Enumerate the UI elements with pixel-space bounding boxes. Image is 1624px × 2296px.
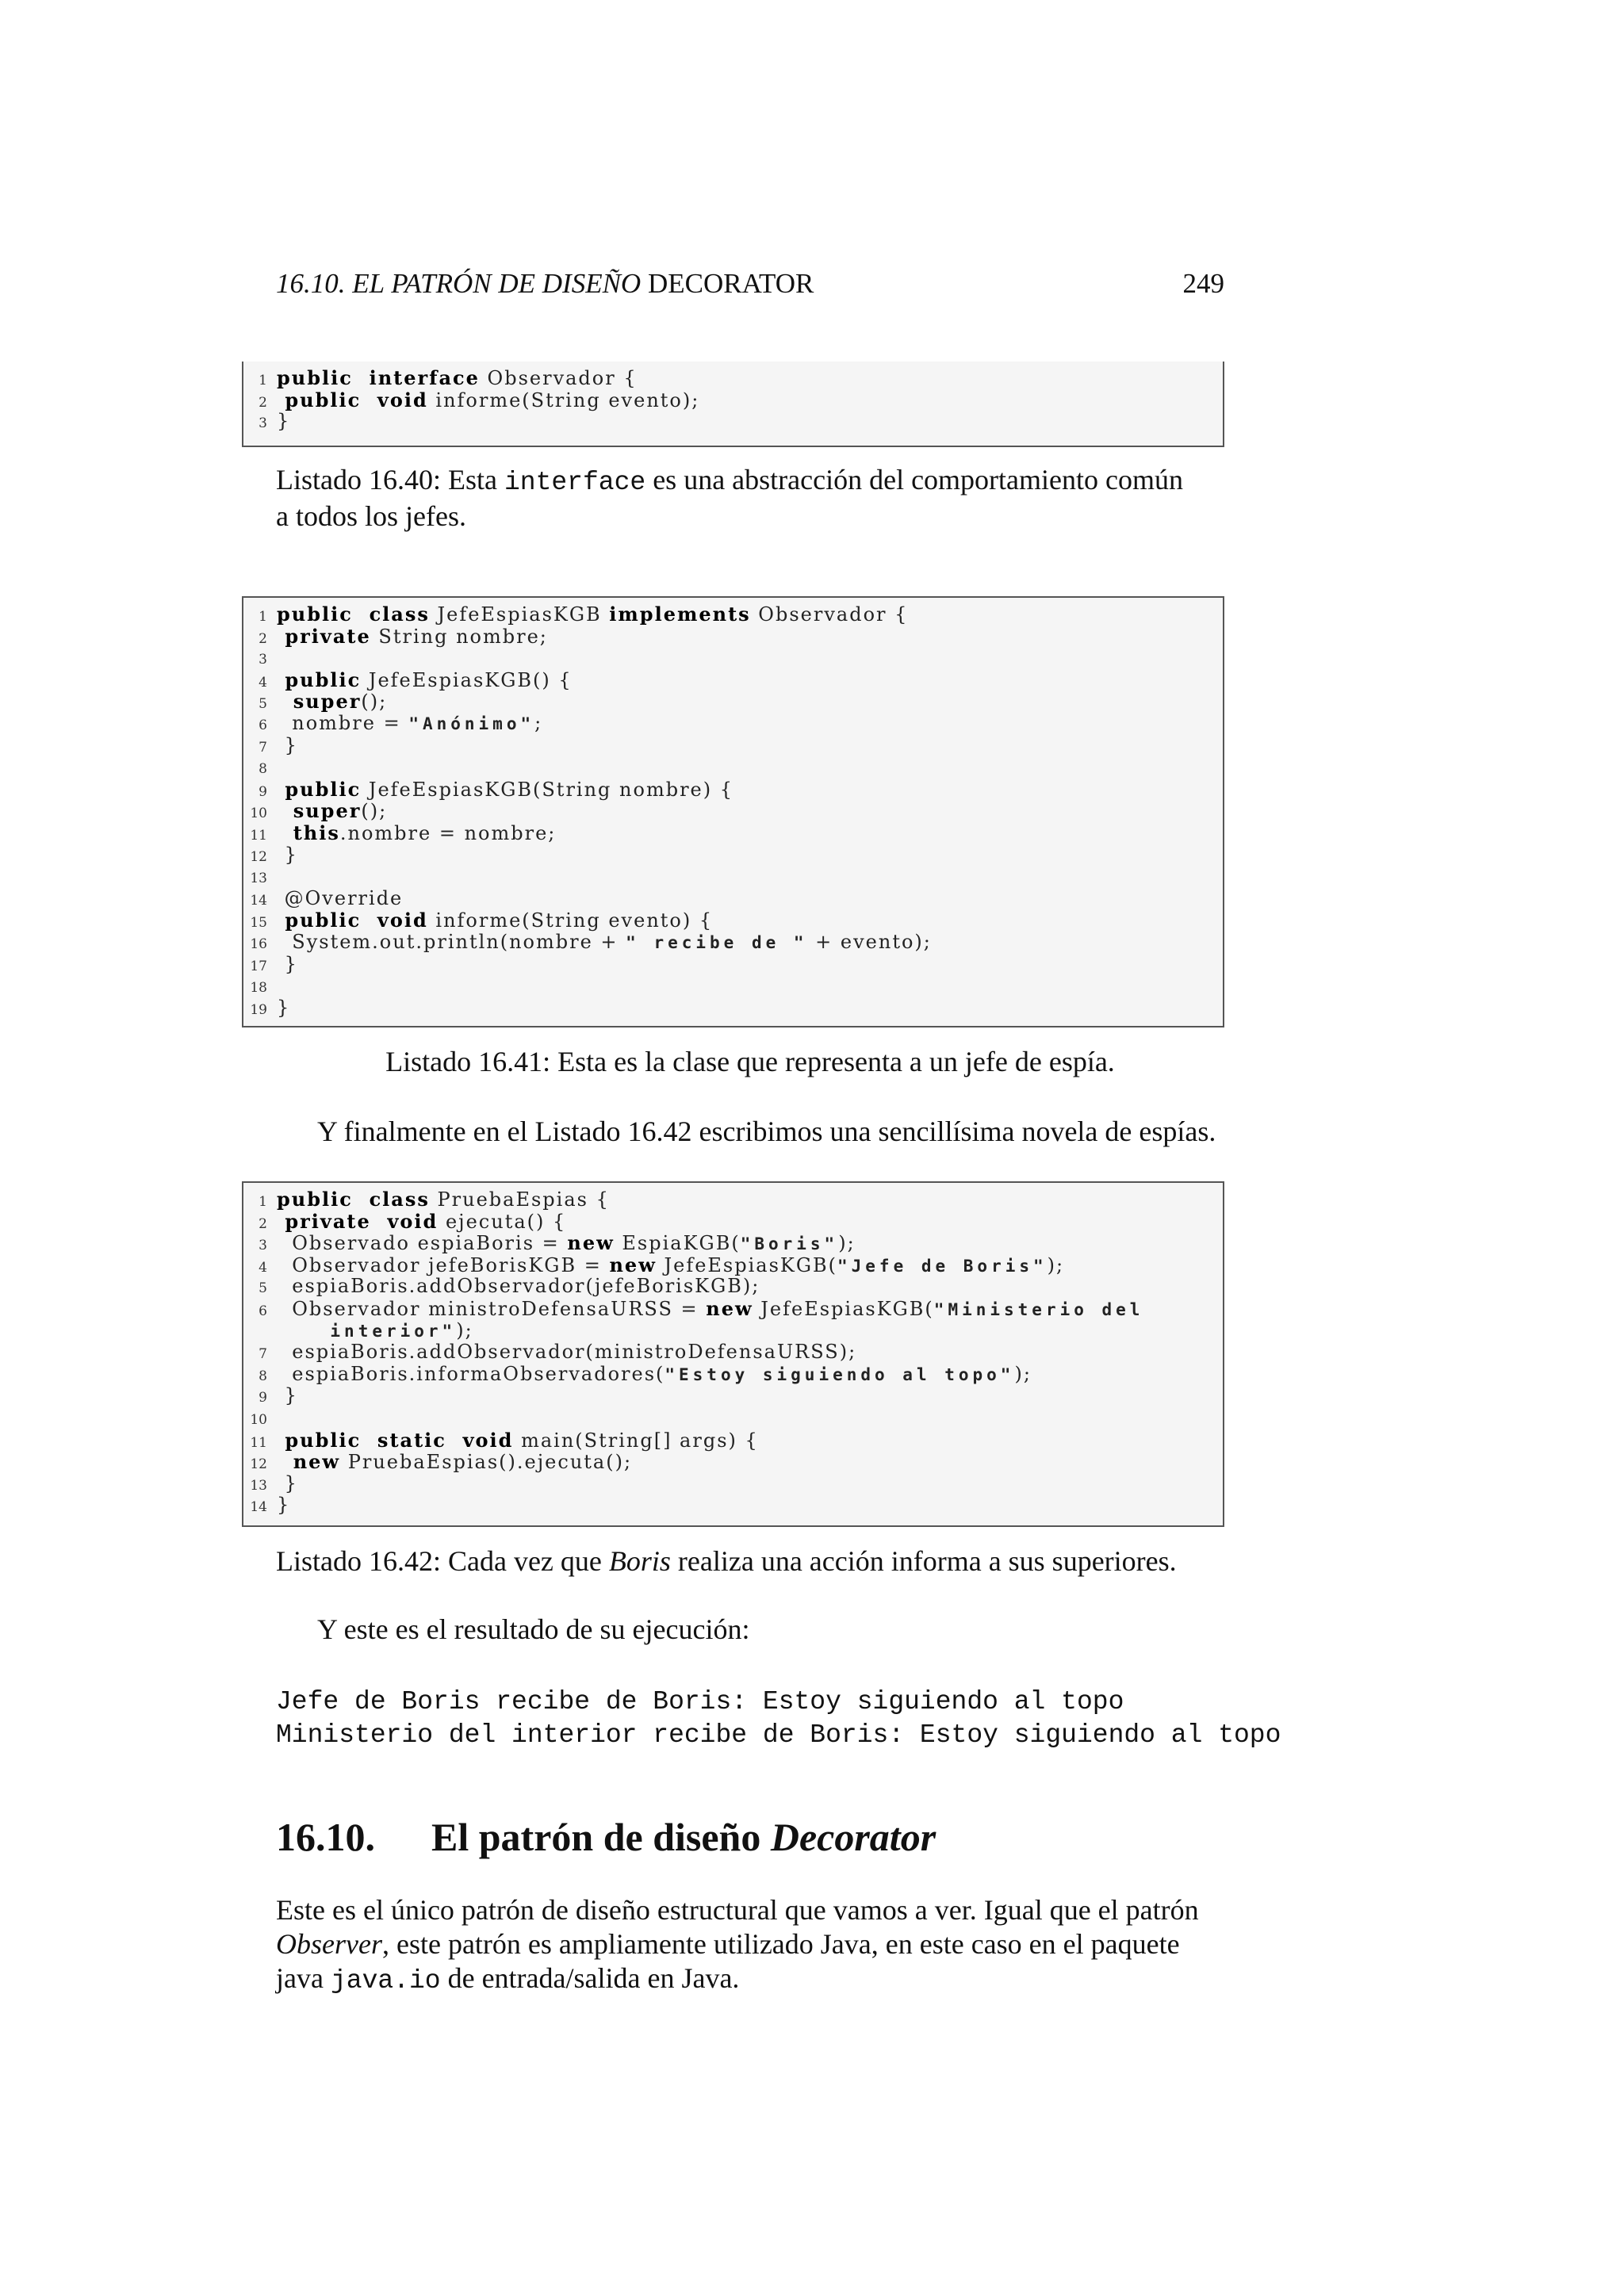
code-text: String nombre; bbox=[370, 625, 548, 648]
code-keyword: this bbox=[277, 821, 340, 844]
line-number: 17 bbox=[250, 958, 267, 974]
code-line bbox=[243, 1450, 632, 1472]
code-keyword: public bbox=[277, 668, 362, 691]
caption-listing-16-40: Listado 16.40: Esta interface es una abstracción del comportamiento común a todos los jefes. bbox=[276, 464, 1183, 532]
code-listing-16-41 bbox=[242, 596, 1224, 1027]
code-text: informe(String evento); bbox=[427, 388, 700, 411]
code-text: PruebaEspias().ejecuta(); bbox=[340, 1451, 633, 1474]
line-number: 15 bbox=[250, 915, 267, 932]
code-line bbox=[243, 909, 713, 931]
code-string: "Jefe de Boris" bbox=[837, 1256, 1048, 1276]
code-text: JefeEspiasKGB() { bbox=[361, 668, 573, 691]
code-line bbox=[243, 1297, 1143, 1319]
code-text: (); bbox=[361, 691, 388, 714]
code-text: } bbox=[277, 952, 298, 975]
code-string: "Ministerio del bbox=[933, 1300, 1144, 1319]
line-number: 4 bbox=[259, 674, 267, 691]
line-number: 2 bbox=[259, 630, 267, 647]
code-line bbox=[243, 778, 733, 800]
code-line bbox=[243, 997, 290, 1019]
code-line bbox=[243, 821, 556, 844]
code-keyword: new bbox=[567, 1231, 615, 1255]
line-number: 12 bbox=[250, 1456, 267, 1473]
section-number: 16.10. bbox=[276, 1815, 375, 1859]
line-number: 7 bbox=[259, 1346, 267, 1363]
code-text: nombre = bbox=[277, 712, 409, 734]
code-string: interior" bbox=[330, 1321, 457, 1341]
code-text: Observador { bbox=[479, 367, 638, 389]
code-text: espiaBoris.informaObservadores( bbox=[277, 1362, 665, 1385]
code-text: } bbox=[277, 1494, 291, 1517]
code-line bbox=[243, 887, 403, 909]
line-number: 13 bbox=[250, 871, 267, 887]
code-keyword: new bbox=[609, 1253, 657, 1276]
code-text: ejecuta() { bbox=[438, 1210, 567, 1233]
code-line bbox=[243, 668, 573, 691]
code-line bbox=[243, 1275, 760, 1297]
line-number: 14 bbox=[250, 1499, 267, 1516]
section-title-italic: Decorator bbox=[770, 1815, 936, 1859]
line-number: 3 bbox=[259, 1238, 267, 1254]
code-line bbox=[243, 712, 542, 734]
code-keyword: new bbox=[706, 1297, 753, 1320]
code-keyword: public interface bbox=[277, 366, 480, 389]
line-number: 9 bbox=[259, 783, 267, 800]
code-text: (); bbox=[361, 800, 388, 823]
running-head-title: 16.10. EL PATRÓN DE DISEÑO DECORATOR bbox=[276, 268, 814, 299]
code-string: "Anónimo" bbox=[408, 714, 535, 733]
code-line bbox=[243, 1188, 610, 1210]
code-text: } bbox=[277, 410, 291, 432]
code-keyword: public void bbox=[277, 388, 428, 411]
caption-listing-16-41: Listado 16.41: Esta es la clase que representa a un jefe de espía. bbox=[385, 1046, 1115, 1077]
line-number: 8 bbox=[259, 761, 267, 778]
code-text: System.out.println(nombre + bbox=[277, 931, 626, 953]
line-number: 18 bbox=[250, 980, 267, 997]
line-number: 7 bbox=[259, 739, 267, 756]
code-text: ); bbox=[1047, 1253, 1065, 1276]
code-text: } bbox=[277, 996, 291, 1019]
line-number: 9 bbox=[259, 1390, 267, 1406]
code-line bbox=[243, 410, 290, 432]
code-line bbox=[243, 625, 548, 647]
code-keyword: public bbox=[277, 777, 362, 801]
code-text: } bbox=[277, 1384, 298, 1407]
line-number: 3 bbox=[259, 652, 267, 668]
code-line bbox=[243, 646, 277, 668]
code-text: ); bbox=[456, 1318, 473, 1341]
line-number: 5 bbox=[259, 696, 267, 713]
code-text: Observador { bbox=[750, 603, 909, 626]
running-head bbox=[276, 268, 1224, 304]
code-text: main(String[] args) { bbox=[513, 1429, 759, 1452]
code-line bbox=[243, 844, 298, 866]
code-text: } bbox=[277, 733, 298, 756]
code-line bbox=[243, 388, 699, 411]
code-keyword: implements bbox=[609, 603, 751, 626]
code-text bbox=[277, 1319, 330, 1341]
code-line bbox=[243, 974, 277, 997]
code-text: + evento); bbox=[807, 931, 932, 953]
code-line bbox=[243, 1494, 290, 1516]
code-listing-16-40 bbox=[242, 362, 1224, 447]
code-text: } bbox=[277, 1471, 298, 1494]
section-heading bbox=[276, 1814, 936, 1860]
code-line bbox=[243, 799, 387, 821]
code-line bbox=[243, 1231, 856, 1253]
line-number: 2 bbox=[259, 394, 267, 411]
code-line bbox=[243, 1210, 566, 1232]
code-text: PruebaEspias { bbox=[429, 1188, 610, 1211]
code-line bbox=[243, 953, 298, 975]
line-number: 11 bbox=[250, 828, 267, 844]
code-text: Observado espiaBoris = bbox=[277, 1232, 568, 1255]
page-number: 249 bbox=[1182, 268, 1224, 299]
code-keyword: public void bbox=[277, 909, 428, 932]
code-keyword: public class bbox=[277, 1188, 430, 1211]
code-text: ); bbox=[1014, 1362, 1032, 1385]
code-text: espiaBoris.addObservador(ministroDefensaURSS); bbox=[277, 1341, 857, 1364]
caption-listing-16-42: Listado 16.42: Cada vez que Boris realiza una acción informa a sus superiores. bbox=[276, 1545, 1177, 1577]
code-listing-16-42 bbox=[242, 1181, 1224, 1527]
line-number: 10 bbox=[250, 806, 267, 822]
code-line bbox=[243, 1472, 298, 1494]
code-line bbox=[243, 1253, 1064, 1276]
section-body-paragraph: Este es el único patrón de diseño estructural que vamos a ver. Igual que el patrón Observer, este patrón es ampliamente utilizado Java, en este caso en el paquete java java.io de entrada/salida en Java. bbox=[276, 1894, 1199, 1996]
code-line bbox=[243, 734, 298, 756]
line-number: 2 bbox=[259, 1215, 267, 1232]
code-text: JefeEspiasKGB( bbox=[753, 1298, 934, 1320]
line-number: 1 bbox=[259, 609, 267, 625]
code-line bbox=[243, 1363, 1032, 1385]
code-line bbox=[243, 1384, 298, 1406]
code-text: ); bbox=[838, 1232, 856, 1255]
code-text: JefeEspiasKGB( bbox=[656, 1253, 837, 1276]
line-number: 12 bbox=[250, 848, 267, 865]
code-text: EspiaKGB( bbox=[614, 1232, 741, 1255]
code-string: "Boris" bbox=[740, 1234, 839, 1254]
code-keyword: super bbox=[277, 690, 362, 714]
code-string: " recibe de " bbox=[626, 933, 808, 952]
line-number: 6 bbox=[259, 1303, 267, 1319]
code-text: espiaBoris.addObservador(jefeBorisKGB); bbox=[277, 1275, 760, 1298]
code-line bbox=[243, 865, 277, 887]
line-number: 3 bbox=[259, 415, 267, 431]
code-line bbox=[243, 1406, 277, 1429]
code-text: Observador ministroDefensaURSS = bbox=[277, 1298, 707, 1320]
line-number: 13 bbox=[250, 1477, 267, 1494]
code-keyword: public class bbox=[277, 603, 430, 626]
code-text: informe(String evento) { bbox=[427, 909, 714, 932]
code-keyword: public static void bbox=[277, 1428, 514, 1452]
section-title: El patrón de diseño bbox=[431, 1815, 771, 1859]
line-number: 14 bbox=[250, 892, 267, 909]
code-keyword: private void bbox=[277, 1209, 439, 1233]
code-keyword: private bbox=[277, 624, 371, 648]
code-text: Observador jefeBorisKGB = bbox=[277, 1253, 610, 1276]
line-number: 19 bbox=[250, 1001, 267, 1018]
line-number: 5 bbox=[259, 1280, 267, 1297]
output-line: Ministerio del interior recibe de Boris: Estoy siguiendo al topo bbox=[276, 1720, 1281, 1750]
code-line bbox=[243, 1319, 473, 1341]
paragraph-execution-result: Y este es el resultado de su ejecución: bbox=[317, 1613, 750, 1645]
code-text: } bbox=[277, 843, 298, 866]
code-line bbox=[243, 1429, 759, 1451]
code-line bbox=[243, 1341, 856, 1363]
code-line bbox=[243, 931, 932, 953]
line-number: 16 bbox=[250, 936, 267, 952]
code-text: JefeEspiasKGB bbox=[429, 603, 610, 626]
line-number: 8 bbox=[259, 1368, 267, 1384]
line-number: 1 bbox=[259, 1194, 267, 1210]
code-line bbox=[243, 603, 908, 625]
line-number: 11 bbox=[250, 1434, 267, 1451]
code-text: .nombre = nombre; bbox=[339, 822, 557, 844]
code-line bbox=[243, 756, 277, 778]
line-number: 1 bbox=[259, 373, 267, 388]
line-number: 10 bbox=[250, 1412, 267, 1428]
code-keyword: new bbox=[277, 1450, 341, 1474]
code-keyword: super bbox=[277, 799, 362, 823]
code-line bbox=[243, 366, 638, 388]
code-text: JefeEspiasKGB(String nombre) { bbox=[361, 778, 734, 801]
code-line bbox=[243, 690, 387, 712]
code-text: @Override bbox=[277, 886, 404, 909]
code-string: "Estoy siguiendo al topo" bbox=[665, 1364, 1015, 1384]
code-text: ; bbox=[534, 712, 543, 734]
output-line: Jefe de Boris recibe de Boris: Estoy siguiendo al topo bbox=[276, 1687, 1124, 1716]
line-number: 6 bbox=[259, 718, 267, 733]
paragraph-intro-listing-16-42: Y finalmente en el Listado 16.42 escribimos una sencillísima novela de espías. bbox=[317, 1115, 1216, 1147]
line-number: 4 bbox=[259, 1259, 267, 1276]
